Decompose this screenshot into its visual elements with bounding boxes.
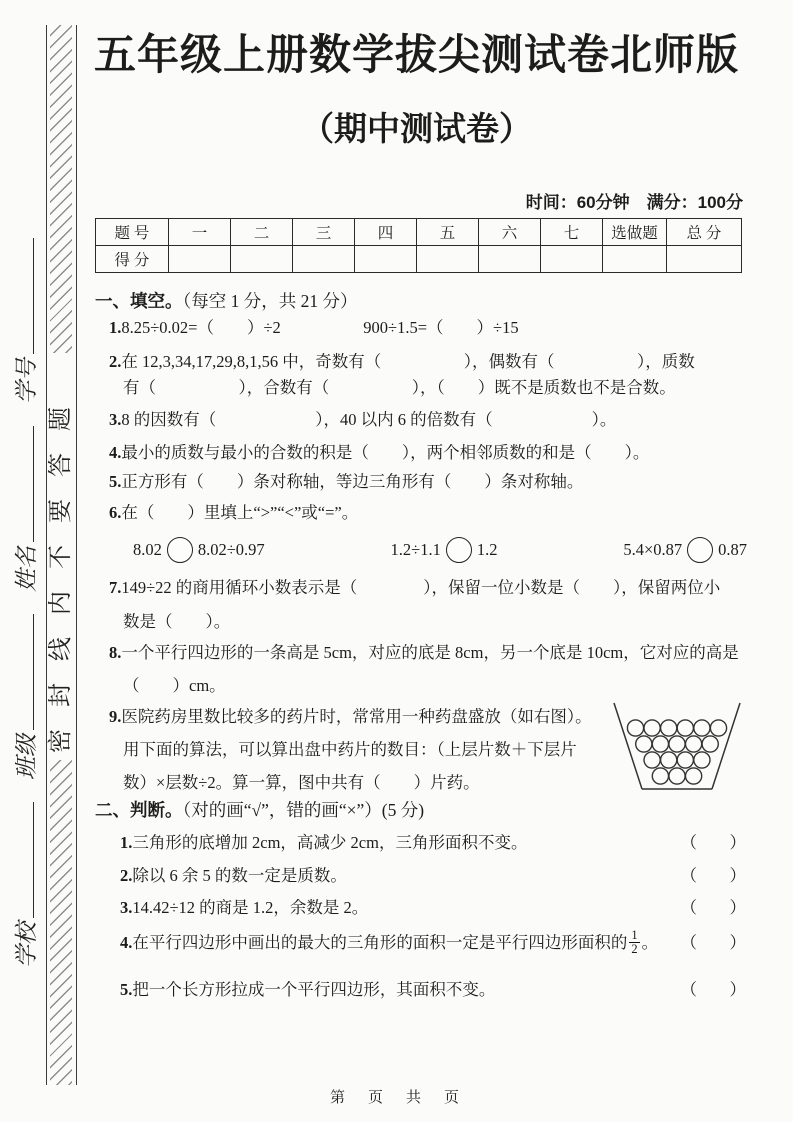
question-line [109,472,749,492]
score-table-score-cell [169,246,231,273]
score-table-score-cell [293,246,355,273]
pill-circle [677,720,693,736]
time-score-meta: 时间：60分钟 满分：100分 [525,193,743,212]
score-table-score-cell [479,246,541,273]
question-text: 8.25÷0.02=（ ）÷2 900÷1.5=（ ）÷15 [121,318,519,337]
comparison-right: 1.2 [476,540,498,559]
question-line [109,503,749,523]
judge-line [120,929,768,956]
question-text: 在平行四边形中画出的最大的三角形的面积一定是平行四边形面积的 [132,932,628,952]
page-title: 五年级上册数学拔尖测试卷北师版 [93,31,739,78]
seal-line-strip [46,25,77,1085]
question-text: 把一个长方形拉成一个平行四边形，其面积不变。 [132,980,496,999]
score-table-score-cell [667,246,742,273]
comparison-left: 8.02 [133,540,162,559]
hatch-pattern-bottom [50,760,72,1085]
comparison-circle [446,537,472,563]
question-text-after: 。 [641,932,659,952]
question-text: 三角形的底增加 2cm，高减少 2cm，三角形面积不变。 [132,833,528,852]
question-text: 在 12,3,34,17,29,8,1,56 中，奇数有（ ），偶数有（ ），质数 [121,352,695,371]
score-table-header-cell: 二 [231,219,293,246]
fraction-numerator: 1 [631,928,638,942]
score-table-header-cell: 选做题 [603,219,667,246]
section-judge-heading [95,797,750,822]
section-fill-title: 一、填空。 [95,291,183,311]
score-table-score-cell [603,246,667,273]
pill-circle [652,768,668,784]
comparison-right: 8.02÷0.97 [197,540,265,559]
judge-line [120,898,768,918]
answer-bracket: （ ） [680,833,754,852]
seal-line-text: 密封线内不要答题 [48,385,74,753]
question-number: 2. [120,866,133,885]
pill-circle [686,736,702,752]
score-table-header-cell: 五 [417,219,479,246]
pill-circle [702,736,718,752]
score-table-score-cell [541,246,603,273]
question-text: 正方形有（ ）条对称轴，等边三角形有（ ）条对称轴。 [121,472,584,491]
question-line [109,410,749,430]
question-line [109,443,749,463]
score-table-header-cell: 题 号 [96,219,169,246]
question-line [123,378,763,398]
question-text: 在（ ）里填上“>”“<”或“=”。 [121,503,359,522]
question-number: 5. [120,980,133,999]
question-number: 4. [120,932,133,952]
comparison-left: 1.2÷1.1 [390,540,441,559]
score-table-score-cell: 得 分 [96,246,169,273]
score-table-header-cell: 一 [169,219,231,246]
question-text: 149÷22 的商用循环小数表示是（ ），保留一位小数是（ ），保留两位小 [121,578,721,597]
judge-line [120,866,768,886]
score-table-header-cell: 七 [541,219,603,246]
question-text: 除以 6 余 5 的数一定是质数。 [132,866,347,885]
score-table-score-cell [417,246,479,273]
student-field-line [32,614,34,730]
student-field-label: 班级 [14,734,39,780]
question-number: 3. [109,410,122,429]
student-field-line [32,802,34,918]
pill-circle [644,720,660,736]
pill-circle [661,720,677,736]
question-text: 用下面的算法，可以算出盘中药片的数目：（上层片数＋下层片 [123,740,577,759]
question-line [109,352,749,372]
comparison-item [623,537,747,563]
question-text: 最小的质数与最小的合数的积是（ ），两个相邻质数的和是（ ）。 [121,443,650,462]
question-line [109,578,749,598]
judge-line [120,833,768,853]
question-number: 1. [120,833,133,852]
pill-circle [669,736,685,752]
score-table [95,218,742,273]
pill-circle [627,720,643,736]
hatch-pattern-top [50,25,72,353]
question-number: 6. [109,503,122,522]
pill-circle [677,752,693,768]
section-fill-heading [95,288,750,313]
pill-tray-diagram [606,700,748,794]
answer-bracket: （ ） [680,866,754,885]
question-line [109,643,749,663]
comparison-left: 5.4×0.87 [623,540,683,559]
pill-circle [636,736,652,752]
pill-circle [644,752,660,768]
pill-circle [694,752,710,768]
question-number: 8. [109,643,122,662]
page-footer: 第 页 共 页 [329,1089,463,1106]
question-number: 2. [109,352,122,371]
score-table-score-cell [355,246,417,273]
judge-line [120,980,768,1000]
question-number: 9. [109,707,122,726]
pill-circle [652,736,668,752]
score-table-header-cell: 四 [355,219,417,246]
student-field-label: 学校 [14,922,39,968]
question-text: 一个平行四边形的一条高是 5cm，对应的底是 8cm，另一个底是 10cm，它对应的高是 [121,643,739,662]
student-field-line [32,238,34,354]
question-text: （ ）cm。 [123,676,226,695]
score-table-header-cell: 六 [479,219,541,246]
pill-circle [694,720,710,736]
question-line [123,612,763,632]
question-text: 14.42÷12 的商是 1.2，余数是 2。 [132,898,369,917]
fraction-denominator: 2 [631,942,638,957]
page-subtitle: （期中测试卷） [301,110,532,147]
student-field-line [32,426,34,542]
section-judge-note: （对的画“√”，错的画“×”）(5 分) [182,800,425,820]
question-text: 医院药房里数比较多的药片时，常常用一种药盘盛放（如右图）。 [121,707,592,726]
student-field-label: 姓名 [14,546,39,592]
question-text: 数）×层数÷2。算一算，图中共有（ ）片药。 [123,773,480,792]
pill-circle [686,768,702,784]
section-fill-note: （每空 1 分，共 21 分） [182,291,358,311]
score-table-header-cell: 总 分 [667,219,742,246]
comparison-row [133,537,747,563]
question-text: 有（ ），合数有（ ），（ ）既不是质数也不是合数。 [123,378,676,397]
pill-circle [669,768,685,784]
comparison-item [391,537,498,563]
student-field-label: 学号 [14,358,39,404]
answer-bracket: （ ） [680,980,754,999]
fraction [629,929,639,956]
comparison-item [133,537,265,563]
comparison-circle [167,537,193,563]
question-number: 1. [109,318,122,337]
score-table-header-cell: 三 [293,219,355,246]
comparison-right: 0.87 [718,540,747,559]
question-text: 数是（ ）。 [123,612,231,631]
section-judge-title: 二、判断。 [95,800,183,820]
question-number: 5. [109,472,122,491]
score-table-score-cell [231,246,293,273]
question-text: 8 的因数有（ ），40 以内 6 的倍数有（ ）。 [121,410,617,429]
comparison-circle [687,537,713,563]
question-line [123,676,763,696]
question-line [109,318,749,338]
student-info-fields [10,138,44,968]
answer-bracket: （ ） [680,898,754,917]
table-row [96,246,742,273]
answer-bracket: （ ） [680,932,754,952]
pill-circle [661,752,677,768]
table-row [96,219,742,246]
question-number: 3. [120,898,133,917]
question-number: 4. [109,443,122,462]
question-number: 7. [109,578,122,597]
pill-circle [710,720,726,736]
